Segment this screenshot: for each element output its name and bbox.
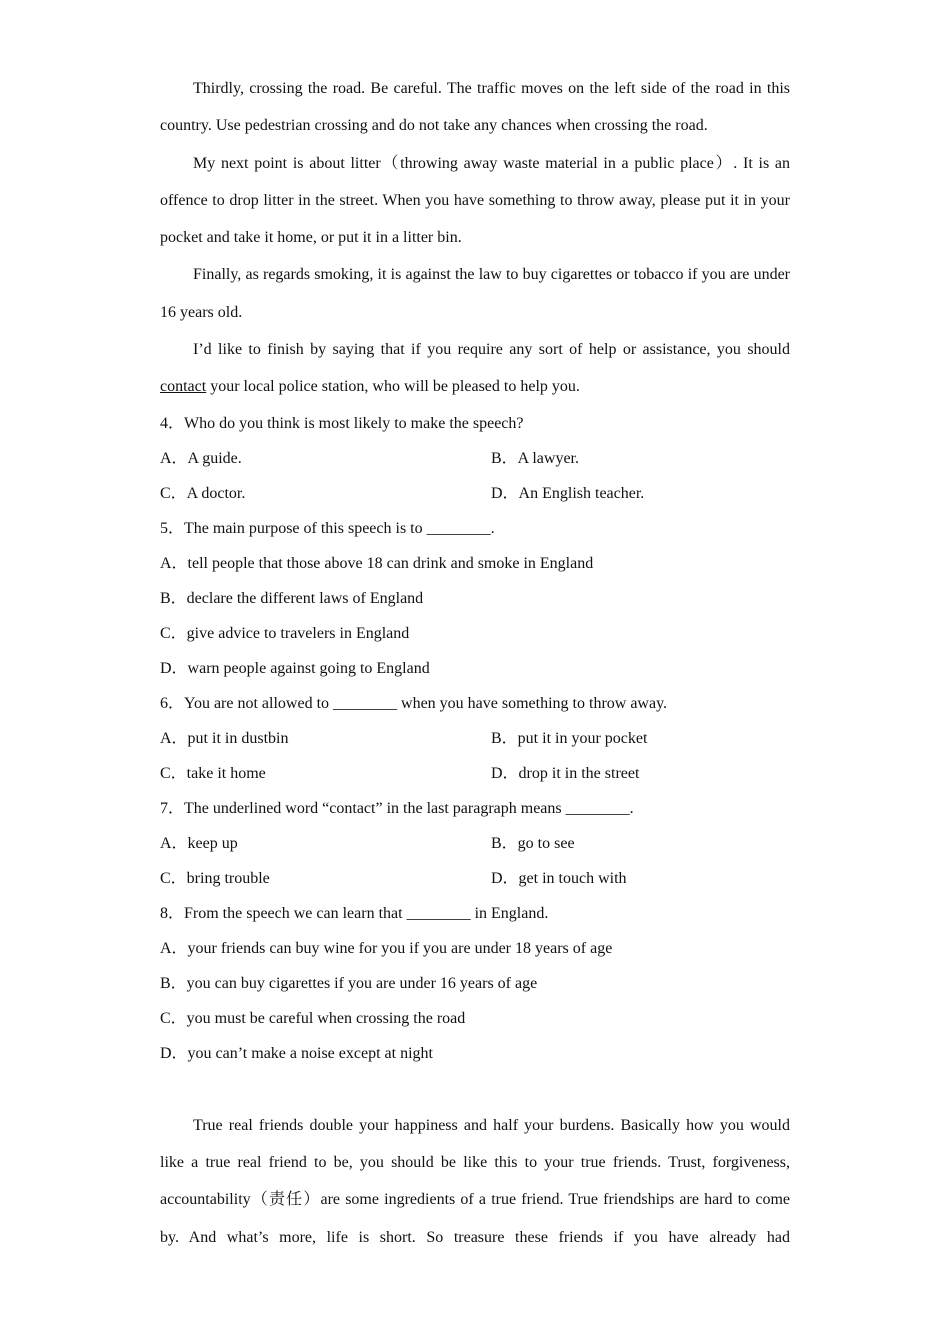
question-7-stem: 7．The underlined word “contact” in the last paragraph means ________.	[160, 799, 634, 817]
question-5-option-b[interactable]: B．declare the different laws of England	[160, 589, 424, 607]
question-5-option-a[interactable]: A．tell people that those above 18 can drink and smoke in England	[160, 554, 594, 572]
passage-paragraph-3: Finally, as regards smoking, it is against the law to buy cigarettes or tobacco if you are under 16 years old.	[160, 266, 790, 321]
question-8-option-b[interactable]: B．you can buy cigarettes if you are under 16 years of age	[160, 974, 538, 992]
question-7-options-row-2	[160, 861, 790, 896]
question-6-option-d[interactable]: D．drop it in the street	[491, 764, 640, 782]
question-6-option-a[interactable]: A．put it in dustbin	[160, 729, 289, 747]
underlined-word-contact: contact	[160, 378, 207, 396]
question-4-options-row-2	[160, 476, 790, 511]
question-5-option-c[interactable]: C．give advice to travelers in England	[160, 624, 410, 642]
question-6-option-c[interactable]: C．take it home	[160, 764, 266, 782]
question-4-option-b[interactable]: B．A lawyer.	[491, 449, 579, 467]
question-7-option-b[interactable]: B．go to see	[491, 834, 575, 852]
question-6-stem: 6．You are not allowed to ________ when you have something to throw away.	[160, 694, 668, 712]
document-page	[160, 70, 790, 1256]
passage-paragraph-4-start: I’d like to finish by saying that if you require any sort of help or assistance, you should	[193, 341, 790, 359]
passage-paragraph-1: Thirdly, crossing the road. Be careful. The traffic moves on the left side of the road in this country. Use pedestrian crossing and do not take any chances when crossing the road.	[160, 80, 790, 135]
question-6-options-row-1	[160, 721, 790, 756]
question-8-option-c[interactable]: C．you must be careful when crossing the road	[160, 1009, 466, 1027]
question-8-stem: 8．From the speech we can learn that ________ in England.	[160, 904, 549, 922]
question-7-option-d[interactable]: D．get in touch with	[491, 869, 627, 887]
question-6-options-row-2	[160, 756, 790, 791]
question-5-stem: 5．The main purpose of this speech is to ________.	[160, 519, 495, 537]
question-8-option-a[interactable]: A．your friends can buy wine for you if you are under 18 years of age	[160, 939, 613, 957]
question-7-options-row-1	[160, 826, 790, 861]
question-4-option-c[interactable]: C．A doctor.	[160, 484, 246, 502]
section-spacer	[160, 1071, 790, 1107]
question-4-option-d[interactable]: D．An English teacher.	[491, 484, 645, 502]
question-7-option-a[interactable]: A．keep up	[160, 834, 238, 852]
question-4-option-a[interactable]: A．A guide.	[160, 449, 242, 467]
question-4-options-row-1	[160, 441, 790, 476]
question-4-stem: 4．Who do you think is most likely to make the speech?	[160, 414, 524, 432]
passage-paragraph-4-end: your local police station, who will be pleased to help you.	[206, 378, 580, 396]
passage-paragraph-4	[160, 331, 790, 406]
passage-2-paragraph-1: True real friends double your happiness and half your burdens. Basically how you would like a true real friend to be, you should be like this to your true friends. Trust, forgiveness, accountability（责任）are some ingredients of a true friend. True friendships are hard to come by. And what’s more, life is short. So treasure these friends if you have already had	[160, 1116, 790, 1246]
question-7-option-c[interactable]: C．bring trouble	[160, 869, 270, 887]
question-5-option-d[interactable]: D．warn people against going to England	[160, 659, 430, 677]
passage-paragraph-2: My next point is about litter（throwing away waste material in a public place）. It is an offence to drop litter in the street. When you have something to throw away, please put it in your pocket and take it home, or put it in a litter bin.	[160, 154, 790, 247]
question-6-option-b[interactable]: B．put it in your pocket	[491, 729, 648, 747]
question-8-option-d[interactable]: D．you can’t make a noise except at night	[160, 1044, 433, 1062]
